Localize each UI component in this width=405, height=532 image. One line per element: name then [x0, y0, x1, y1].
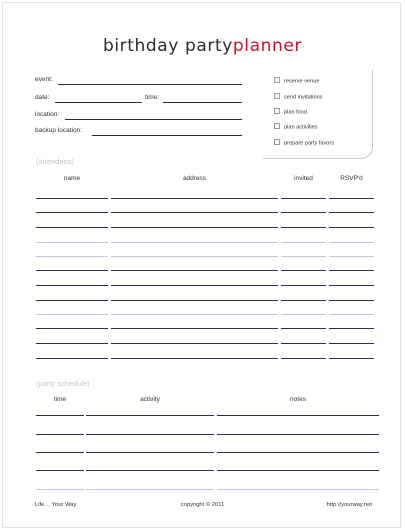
column-header-time: time: [53, 396, 67, 403]
checkbox-icon[interactable]: [274, 77, 280, 83]
table-row-line[interactable]: [36, 489, 84, 490]
table-row-line[interactable]: [281, 242, 326, 243]
title-main: birthday party: [102, 36, 233, 56]
table-row-line[interactable]: [329, 285, 374, 286]
table-row-line[interactable]: [36, 242, 108, 243]
table-row-line[interactable]: [111, 270, 278, 271]
footer-url[interactable]: http://yourway.net: [326, 502, 372, 508]
table-row-line[interactable]: [111, 242, 278, 243]
schedule-section-label: (party schedule): [36, 379, 90, 388]
table-row-line[interactable]: [86, 489, 214, 490]
backup-location-field[interactable]: [92, 135, 242, 136]
table-row-line[interactable]: [281, 270, 326, 271]
table-row-line[interactable]: [111, 300, 278, 301]
table-row-line[interactable]: [36, 415, 84, 416]
checkbox-icon[interactable]: [274, 139, 280, 145]
table-row-line[interactable]: [111, 198, 278, 199]
table-row-line[interactable]: [36, 314, 108, 315]
table-row-line[interactable]: [329, 270, 374, 271]
table-row-line[interactable]: [329, 328, 374, 329]
table-row-line[interactable]: [36, 328, 108, 329]
time-field[interactable]: [163, 102, 242, 103]
table-row-line[interactable]: [36, 343, 108, 344]
checklist-item[interactable]: [274, 123, 318, 131]
table-row-line[interactable]: [36, 256, 108, 257]
table-row-line[interactable]: [36, 198, 108, 199]
table-row-line[interactable]: [36, 452, 84, 453]
table-row-line[interactable]: [36, 358, 108, 359]
table-row-line[interactable]: [217, 415, 379, 416]
table-row-line[interactable]: [111, 328, 278, 329]
footer-copyright: copyright © 2011: [180, 502, 225, 508]
attendees-section-label: (attendees): [36, 157, 74, 166]
table-row-line[interactable]: [281, 256, 326, 257]
time-label: time:: [145, 94, 160, 101]
table-row-line[interactable]: [111, 314, 278, 315]
table-row-line[interactable]: [86, 415, 214, 416]
checklist-item-label: plan food: [284, 109, 308, 116]
table-row-line[interactable]: [111, 358, 278, 359]
table-row-line[interactable]: [111, 256, 278, 257]
table-row-line[interactable]: [329, 300, 374, 301]
table-row-line[interactable]: [329, 212, 374, 213]
table-row-line[interactable]: [329, 198, 374, 199]
column-header-notes: notes: [290, 396, 306, 403]
table-row-line[interactable]: [36, 300, 108, 301]
table-row-line[interactable]: [111, 227, 278, 228]
table-row-line[interactable]: [281, 227, 326, 228]
column-header-name: name: [63, 175, 81, 182]
table-row-line[interactable]: [111, 343, 278, 344]
date-field[interactable]: [55, 102, 142, 103]
table-row-line[interactable]: [36, 285, 108, 286]
table-row-line[interactable]: [281, 300, 326, 301]
checkbox-icon[interactable]: [274, 123, 280, 129]
table-row-line[interactable]: [281, 198, 326, 199]
table-row-line[interactable]: [281, 285, 326, 286]
table-row-line[interactable]: [217, 489, 379, 490]
table-row-line[interactable]: [36, 470, 84, 471]
column-header-address: address: [182, 175, 207, 182]
table-row-line[interactable]: [329, 227, 374, 228]
table-row-line[interactable]: [281, 314, 326, 315]
checkbox-icon[interactable]: [274, 108, 280, 114]
title-accent: planner: [232, 36, 303, 56]
checklist-item-label: plan activities: [284, 124, 318, 131]
table-row-line[interactable]: [281, 343, 326, 344]
location-field[interactable]: [65, 119, 242, 120]
event-label: event:: [35, 76, 53, 83]
checklist-item-label: prepare party favors: [284, 140, 335, 147]
table-row-line[interactable]: [217, 470, 379, 471]
table-row-line[interactable]: [36, 212, 108, 213]
event-field[interactable]: [58, 84, 242, 85]
table-row-line[interactable]: [217, 452, 379, 453]
table-row-line[interactable]: [329, 242, 374, 243]
backup-location-label: backup location:: [35, 127, 82, 134]
table-row-line[interactable]: [329, 256, 374, 257]
footer-brand: Life… Your Way: [35, 502, 77, 508]
checklist-item-label: send invitations: [284, 94, 323, 101]
checkbox-icon[interactable]: [274, 93, 280, 99]
checklist-item[interactable]: [274, 93, 323, 101]
page-title: [0, 36, 405, 56]
table-row-line[interactable]: [86, 452, 214, 453]
date-label: date:: [35, 94, 50, 101]
table-row-line[interactable]: [36, 227, 108, 228]
table-row-line[interactable]: [281, 358, 326, 359]
table-row-line[interactable]: [281, 212, 326, 213]
location-label: location:: [35, 111, 60, 118]
table-row-line[interactable]: [36, 434, 84, 435]
checklist-item[interactable]: [274, 108, 307, 116]
table-row-line[interactable]: [329, 343, 374, 344]
table-row-line[interactable]: [111, 212, 278, 213]
table-row-line[interactable]: [36, 270, 108, 271]
table-row-line[interactable]: [86, 434, 214, 435]
column-header-rsvp: RSVP'd: [340, 175, 363, 182]
table-row-line[interactable]: [281, 328, 326, 329]
checklist-item-label: reserve venue: [284, 78, 320, 85]
table-row-line[interactable]: [86, 470, 214, 471]
column-header-invited: invited: [294, 175, 313, 182]
table-row-line[interactable]: [329, 314, 374, 315]
table-row-line[interactable]: [111, 285, 278, 286]
checklist-item[interactable]: [274, 77, 319, 85]
column-header-activity: activity: [140, 396, 160, 403]
checklist-item[interactable]: [274, 139, 334, 147]
table-row-line[interactable]: [329, 358, 374, 359]
table-row-line[interactable]: [217, 434, 379, 435]
